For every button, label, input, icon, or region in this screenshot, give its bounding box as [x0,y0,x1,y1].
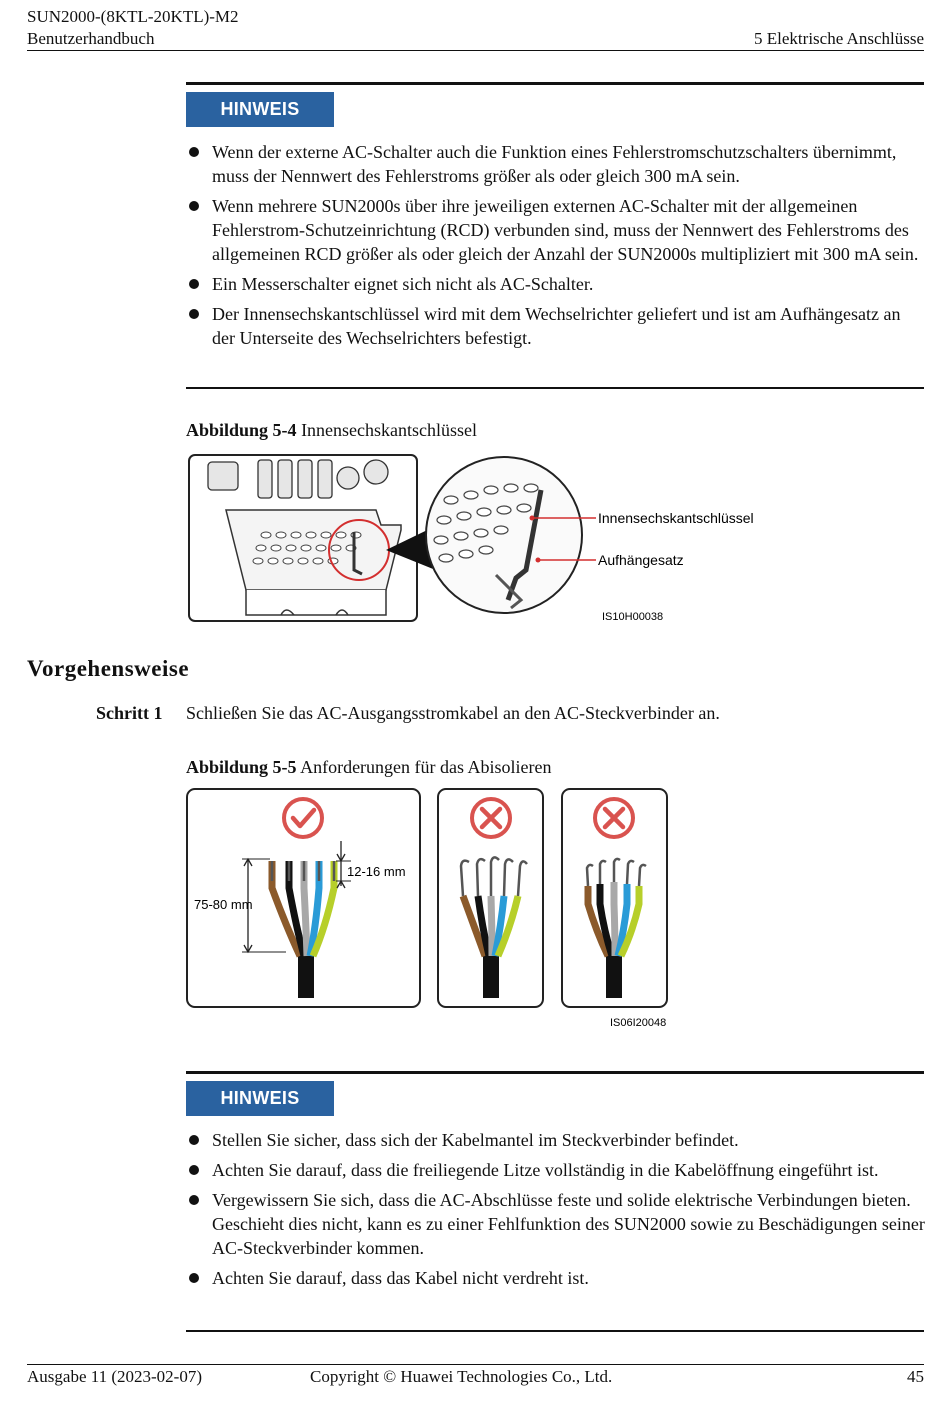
note1-list [186,140,926,356]
note2-item: Stellen Sie sicher, dass sich der Kabelmantel im Steckverbinder befindet. [186,1128,926,1152]
note1-item: Wenn der externe AC-Schalter auch die Funktion eines Fehlerstromschutzschalters übernimmt, muss der Nennwert des Fehlerstroms größer als oder gleich 300 mA sein. [186,140,926,188]
note1-item: Der Innensechskantschlüssel wird mit dem Wechselrichter geliefert und ist am Aufhängesatz an der Unterseite des Wechselrichters befestigt. [186,302,926,350]
figure5-number: Abbildung 5-5 [186,757,297,777]
note2-bottom-rule [186,1330,924,1332]
note1-badge: HINWEIS [186,92,334,127]
note1-item: Ein Messerschalter eignet sich nicht als AC-Schalter. [186,272,926,296]
note2-item: Achten Sie darauf, dass das Kabel nicht verdreht ist. [186,1266,926,1290]
footer-edition: Ausgabe 11 (2023-02-07) [27,1367,202,1386]
figure5-code: IS06I20048 [610,1017,667,1029]
footer-divider [27,1364,924,1365]
step1-text: Schließen Sie das AC-Ausgangsstromkabel an den AC-Steckverbinder an. [186,703,720,723]
header-product: SUN2000-(8KTL-20KTL)-M2 [27,7,239,26]
figure4-caption [186,419,477,441]
figure4-illustration [186,450,776,628]
step1-label: Schritt 1 [96,703,163,723]
footer-page-number: 45 [907,1367,924,1386]
figure4-title: Innensechskantschlüssel [301,420,478,440]
figure4-code: IS10H00038 [602,611,664,623]
footer-copyright: Copyright © Huawei Technologies Co., Ltd. [310,1367,613,1386]
section-title: Vorgehensweise [27,656,190,681]
header-chapter: 5 Elektrische Anschlüsse [754,29,924,48]
note2-item: Achten Sie darauf, dass die freiliegende Litze vollständig in die Kabelöffnung eingeführt ist. [186,1158,926,1182]
figure5-caption [186,756,552,778]
header-manual: Benutzerhandbuch [27,29,155,48]
note1-top-rule [186,82,924,85]
note2-badge: HINWEIS [186,1081,334,1116]
figure4-number: Abbildung 5-4 [186,420,297,440]
note2-top-rule [186,1071,924,1074]
note1-bottom-rule [186,387,924,389]
note2-list [186,1128,926,1296]
figure5-illustration [186,786,676,1031]
dim-length-label: 75-80 mm [194,897,253,912]
header-divider [27,50,924,51]
note1-item: Wenn mehrere SUN2000s über ihre jeweiligen externen AC-Schalter mit der allgemeinen Fehlerstrom-Schutzeinrichtung (RCD) verbunden sind, muss der Nennwert des Fehlerstroms des allgemeinen RCD größer als oder gleich der Anzahl der SUN2000s multipliziert mit 300 mA sein. [186,194,926,266]
figure4-callout-mount: Aufhängesatz [598,552,684,568]
figure5-title: Anforderungen für das Abisolieren [300,757,552,777]
note2-item: Vergewissern Sie sich, dass die AC-Abschlüsse feste und solide elektrische Verbindungen bieten. Geschieht dies nicht, kann es zu einer Fehlfunktion des SUN2000 sowie zu Beschädigungen seiner AC-Steckverbinder kommen. [186,1188,926,1260]
figure4-callout-key: Innensechskantschlüssel [598,510,754,526]
dim-strip-label: 12-16 mm [347,864,406,879]
